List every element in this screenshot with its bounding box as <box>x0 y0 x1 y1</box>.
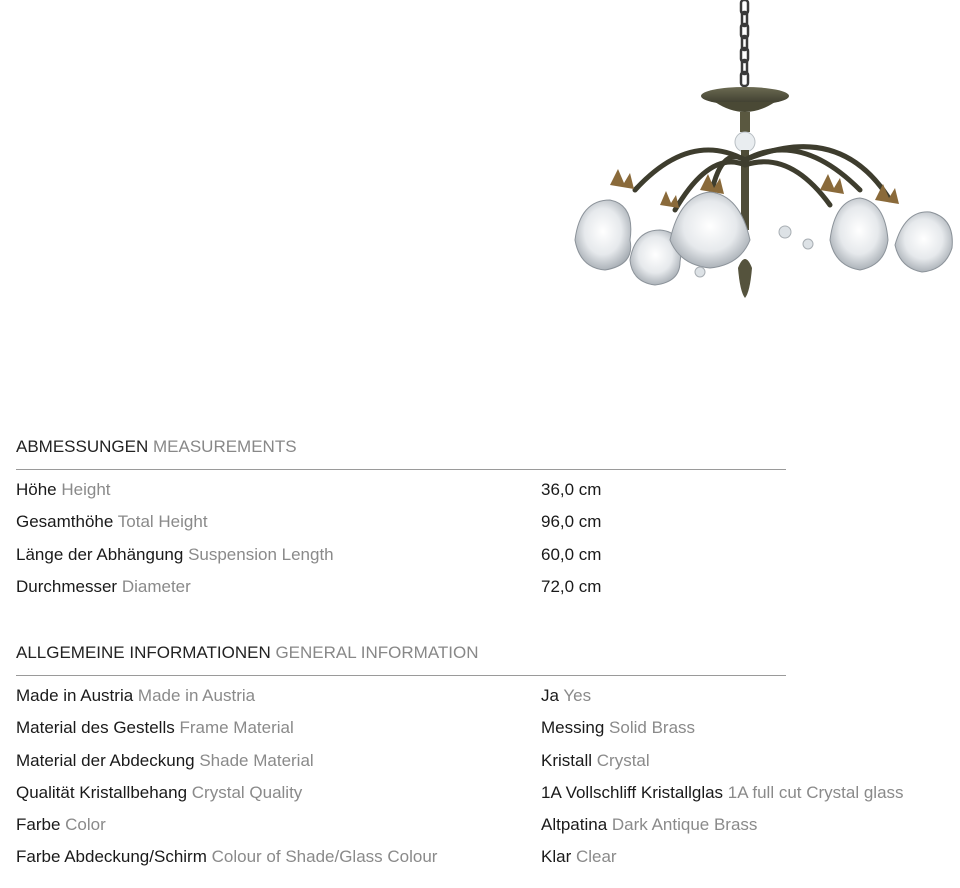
chandelier-product-image <box>540 0 960 310</box>
info-label-de: Material des Gestells <box>16 718 175 738</box>
info-label-de: Material der Abdeckung <box>16 750 195 770</box>
spec-value: 60,0 cm <box>541 544 602 564</box>
info-value-en: Yes <box>563 686 592 705</box>
info-row-color <box>16 809 960 841</box>
info-row-shade-material <box>16 745 960 777</box>
info-row-crystal-quality <box>16 777 960 809</box>
info-label-en: Color <box>65 815 106 835</box>
measurements-section <box>16 434 960 603</box>
spec-row-suspension-length <box>16 539 960 571</box>
info-value-en: Solid Brass <box>609 718 696 738</box>
spec-value: 96,0 cm <box>541 512 602 532</box>
info-label-en: Made in Austria <box>137 686 256 705</box>
info-value-de: Ja <box>541 686 559 705</box>
info-value-de: Klar <box>541 847 572 867</box>
info-value-de: Kristall <box>541 750 593 770</box>
spec-row-diameter <box>16 571 960 603</box>
info-label-en: Crystal Quality <box>191 782 303 802</box>
info-value-en: 1A full cut Crystal glass <box>727 782 904 802</box>
spec-label-de: Durchmesser <box>16 576 118 596</box>
general-info-section <box>16 640 960 874</box>
info-value-en: Clear <box>575 847 617 867</box>
info-label-en: Frame Material <box>179 718 294 738</box>
spec-label-de: Länge der Abhängung <box>16 544 184 564</box>
spec-label-en: Height <box>61 480 111 499</box>
spec-value: 72,0 cm <box>541 576 602 596</box>
general-title-en: GENERAL INFORMATION <box>275 643 479 662</box>
info-row-frame-material <box>16 712 960 744</box>
measurements-title-en: MEASUREMENTS <box>152 437 297 456</box>
spec-label-en: Total Height <box>117 512 208 532</box>
info-label-de: Made in Austria <box>16 686 134 705</box>
general-info-header <box>16 640 786 676</box>
measurements-title-de: ABMESSUNGEN <box>16 437 149 456</box>
spec-label-en: Suspension Length <box>188 544 334 564</box>
spec-label-de: Gesamthöhe <box>16 512 114 532</box>
info-row-shade-color <box>16 841 960 873</box>
info-value-de: Messing <box>541 718 605 738</box>
info-label-de: Farbe Abdeckung/Schirm <box>16 847 207 867</box>
info-value-en: Dark Antique Brass <box>611 815 758 835</box>
general-title-de: ALLGEMEINE INFORMATIONEN <box>16 643 271 662</box>
info-value-de: Altpatina <box>541 815 608 835</box>
spec-row-height <box>16 474 960 506</box>
spec-row-total-height <box>16 506 960 538</box>
info-row-made-in-austria <box>16 680 960 712</box>
spec-value: 36,0 cm <box>541 480 602 499</box>
info-value-en: Crystal <box>596 750 650 770</box>
info-label-en: Shade Material <box>199 750 314 770</box>
info-label-de: Farbe <box>16 815 61 835</box>
info-value-de: 1A Vollschliff Kristallglas <box>541 782 724 802</box>
spec-label-de: Höhe <box>16 480 57 499</box>
info-label-de: Qualität Kristallbehang <box>16 782 188 802</box>
measurements-header <box>16 434 786 470</box>
spec-label-en: Diameter <box>121 576 191 596</box>
info-label-en: Colour of Shade/Glass Colour <box>211 847 438 867</box>
